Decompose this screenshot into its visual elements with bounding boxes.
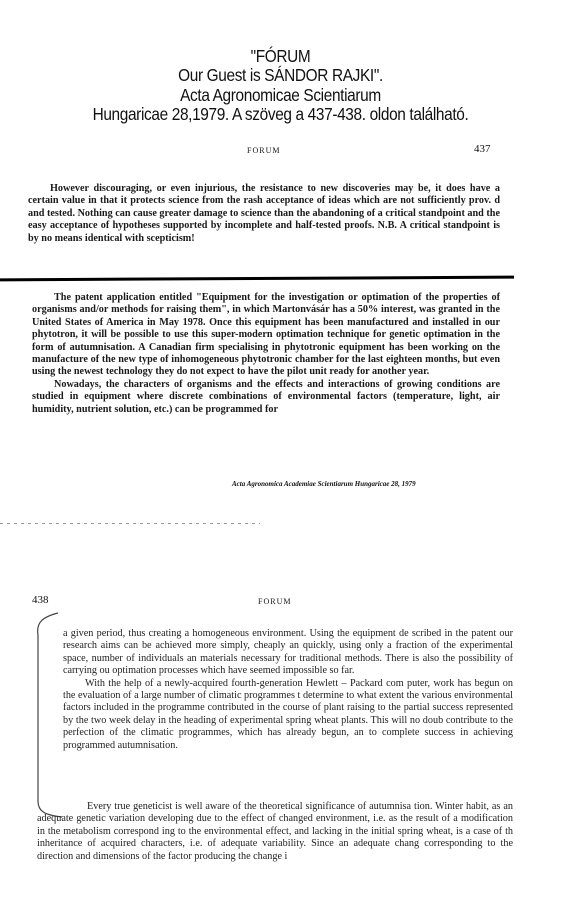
page-number-438: 438 bbox=[32, 594, 49, 606]
journal-citation: Acta Agronomica Academiae Scientiarum Hungaricae 28, 1979 bbox=[232, 480, 416, 488]
running-head-438: FORUM bbox=[258, 597, 292, 606]
nowadays-text: Nowadays, the characters of organisms and the effects and interactions of growing conditions are studied in equipment where discrete combinations of environmental factors (temperature, light, air humidity, nutrient solution, etc.) can be programmed for bbox=[32, 378, 500, 415]
geneticist-text: Every true geneticist is well aware of the theoretical significance of autumnisa tion. Winter habit, as an adequate genetic variation developing due to the effect of changed environment, i.e. as the result of a modification in the metabolism correspond ing to the environmental effect, and lacking in the initial spring wheat, is a case of th inheritance of acquired characters, i.e. of adequate variability. Since an adequate chang corresponding to the direction and dimensions of the factor producing the change i bbox=[37, 801, 513, 862]
section-divider bbox=[0, 276, 514, 282]
running-head-437: FORUM bbox=[247, 146, 281, 155]
computer-text: With the help of a newly-acquired fourth-generation Hewlett – Packard com puter, work has begun on the evaluation of a large number of climatic programmes t determine to what extent the various environmental factors included in the programme contributed in the course of plant raising to the partial success represented by the two week delay in the heading of experimental spring wheat plants. This will no doub contribute to the perfection of the climatic programmes, which has already begun, an to complete success in achieving programmed autumnisation. bbox=[63, 677, 513, 751]
page-438-body-upper bbox=[63, 628, 513, 752]
intro-text: However discouraging, or even injurious, the resistance to new discoveries may be, it does have a certain value in that it protects science from the rash acceptance of ideas which are not sufficiently prov. d and tested. Nothing can cause greater damage to science than the abandoning of a critical standpoint and the easy acceptance of hypotheses supported by incomplete and half-tested proofs. N.B. A critical standpoint is by no means identical with scepticism! bbox=[28, 183, 500, 244]
caption-line-1: "FÓRUM bbox=[250, 46, 311, 66]
page-438-body-lower bbox=[37, 801, 513, 863]
scan-artifact bbox=[0, 523, 260, 524]
caption-line-2: Our Guest is SÁNDOR RAJKI". bbox=[178, 65, 383, 85]
caption-line-4: Hungaricae 28,1979. A szöveg a 437-438. oldon található. bbox=[92, 104, 469, 124]
patent-paragraph bbox=[32, 292, 500, 416]
caption-line-3: Acta Agronomicae Scientiarum bbox=[180, 85, 381, 105]
equipment-text: a given period, thus creating a homogeneous environment. Using the equipment de scribed in the patent our research aims can be achieved more simply, cheaply an quickly, using only a fraction of the experimental space, number of individuals an materials necessary for traditional methods. There is also the possibility of carrying ou optimation processes which have seemed impossible so far. bbox=[63, 628, 513, 677]
intro-paragraph bbox=[28, 183, 500, 245]
patent-text: The patent application entitled "Equipment for the investigation or optimation of the properties of organisms and/or methods for raising them", in which Martonvásár has a 50% interest, was granted in the United States of America in May 1978. Once this equipment has been manufactured and installed in our phytotron, it will be possible to use this super-modern optimation technique for genetic optimation in the form of autumnisation. A Canadian firm specialising in phytotronic equipment has been working on the manufacture of the new type of inhomogeneous phytotronic chamber for the last eighteen months, but even using the newest technology they do not expect to have the pilot unit ready for another year. bbox=[32, 292, 500, 378]
page-number-437: 437 bbox=[474, 143, 491, 155]
